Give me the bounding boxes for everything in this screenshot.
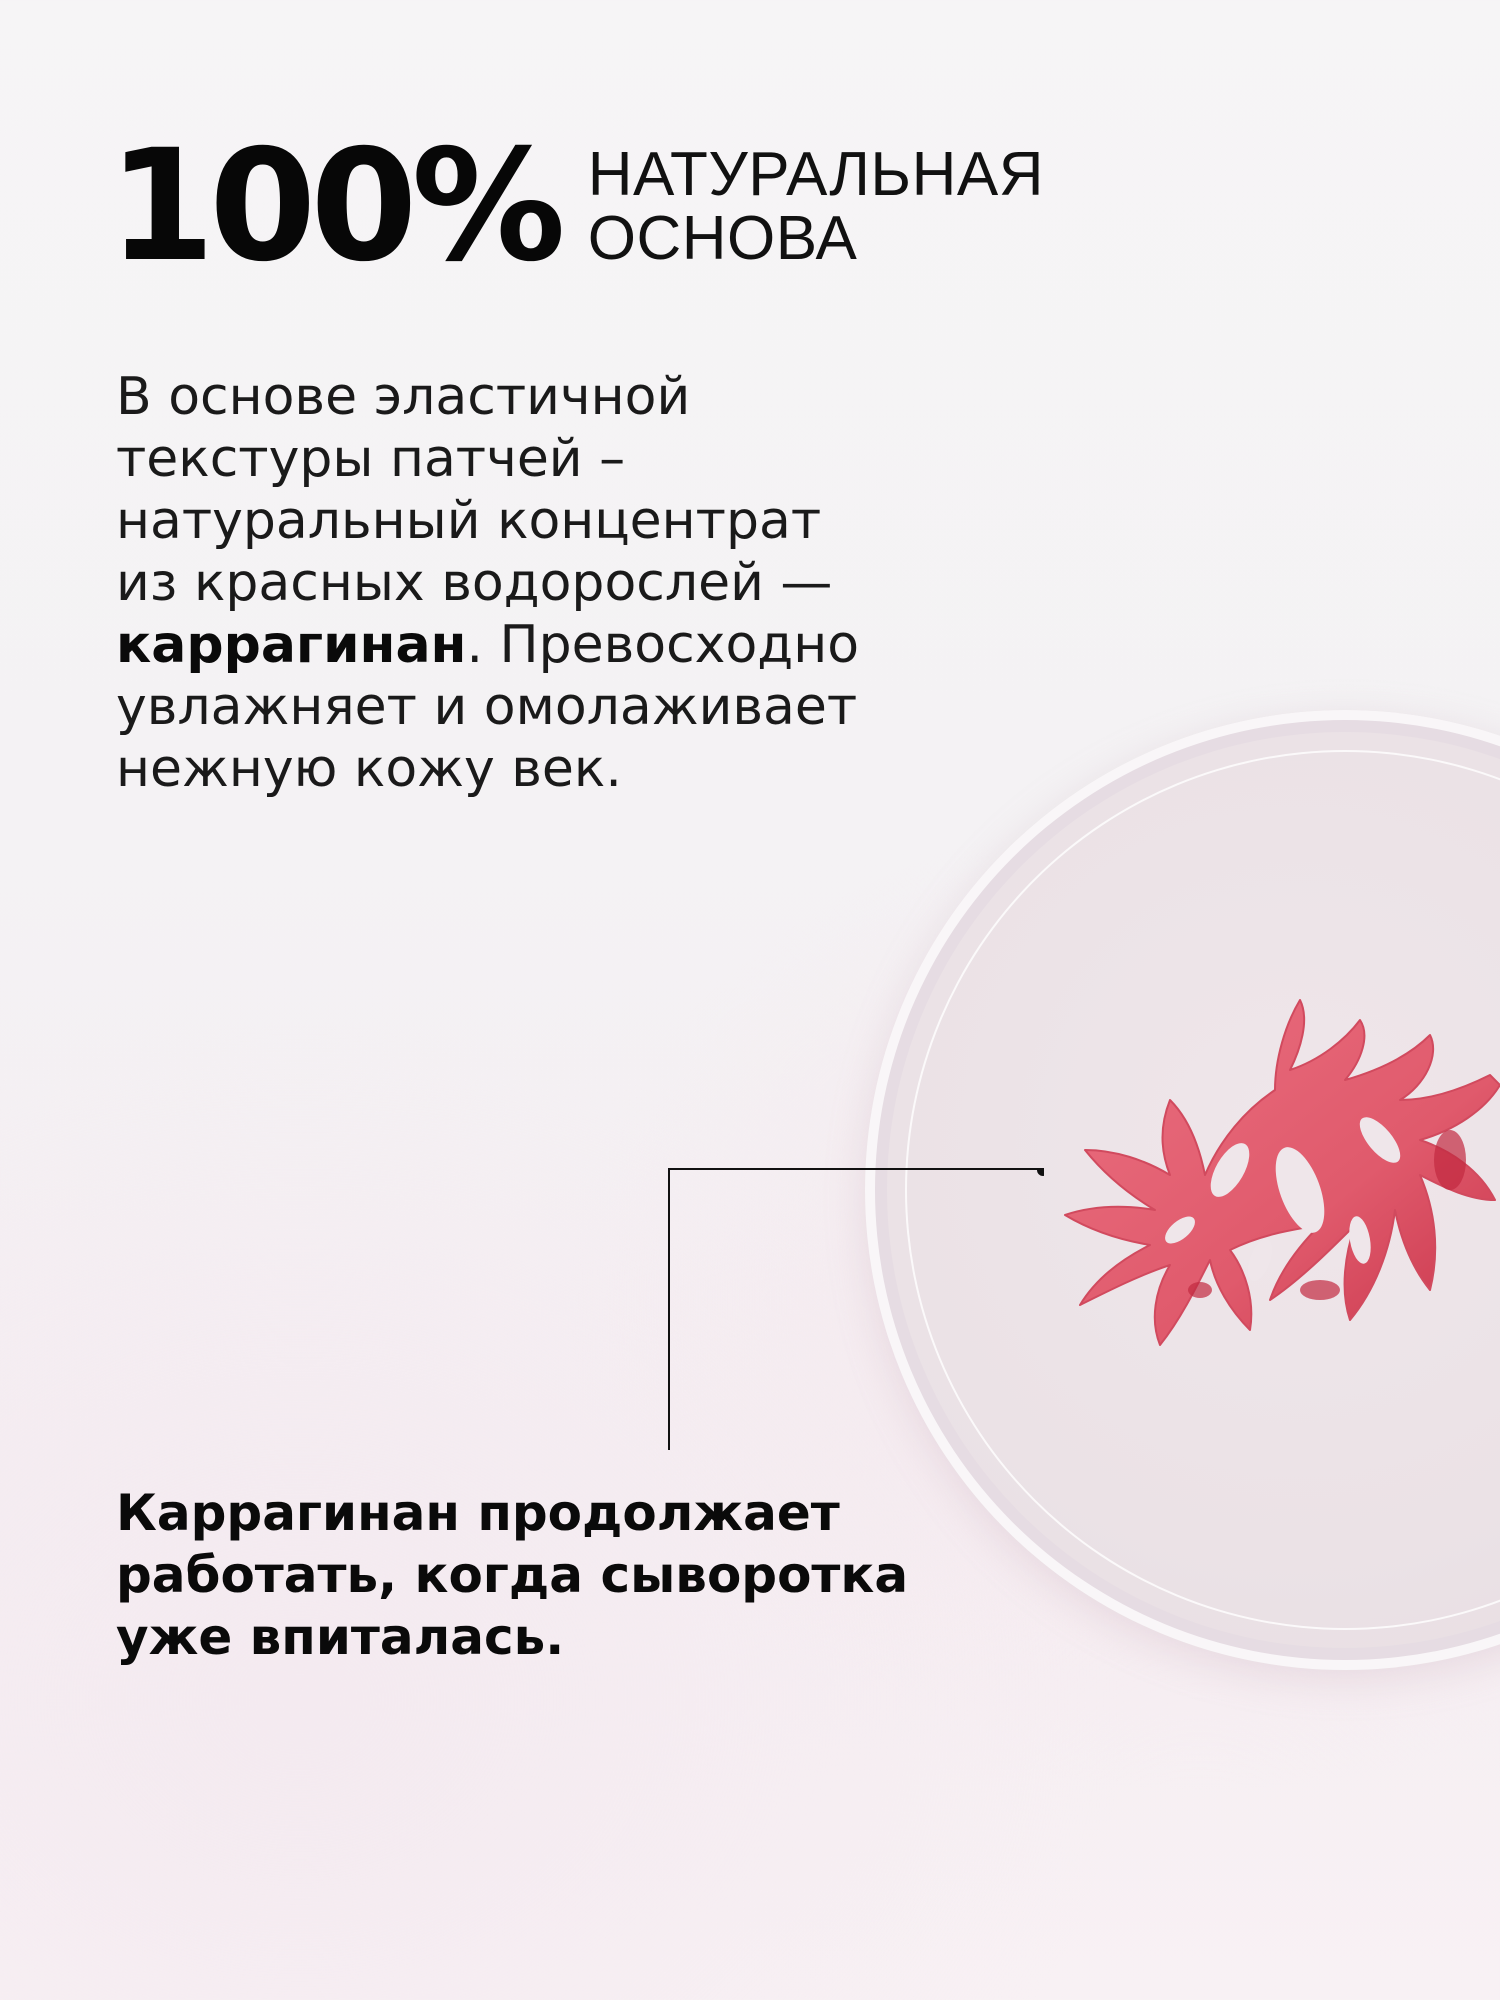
callout-pointer xyxy=(668,1168,1044,1450)
red-seaweed-image xyxy=(1000,960,1500,1420)
highlight-word: каррагинан xyxy=(116,615,467,675)
callout-line: Каррагинан продолжает xyxy=(116,1484,840,1542)
description-text xyxy=(116,366,936,800)
headline-subtitle-line-2: ОСНОВА xyxy=(587,204,858,273)
callout-text xyxy=(116,1482,976,1668)
headline xyxy=(108,117,1045,296)
callout-line: уже впиталась. xyxy=(116,1608,565,1666)
description-line-with-bold xyxy=(116,614,936,676)
percent-value: 100% xyxy=(108,117,560,296)
description-line: нежную кожу век. xyxy=(116,739,622,799)
description-after-bold: . Превосходно xyxy=(466,615,860,675)
description-line: из красных водорослей — xyxy=(116,553,833,613)
callout-line: работать, когда сыворотка xyxy=(116,1546,909,1604)
description-line: натуральный концентрат xyxy=(116,491,822,551)
headline-subtitle xyxy=(587,140,1045,273)
description-line: увлажняет и омолаживает xyxy=(116,677,858,737)
description-line: текстуры патчей – xyxy=(116,429,626,489)
headline-subtitle-line-1: НАТУРАЛЬНАЯ xyxy=(587,140,1045,209)
description-line: В основе эластичной xyxy=(116,367,691,427)
